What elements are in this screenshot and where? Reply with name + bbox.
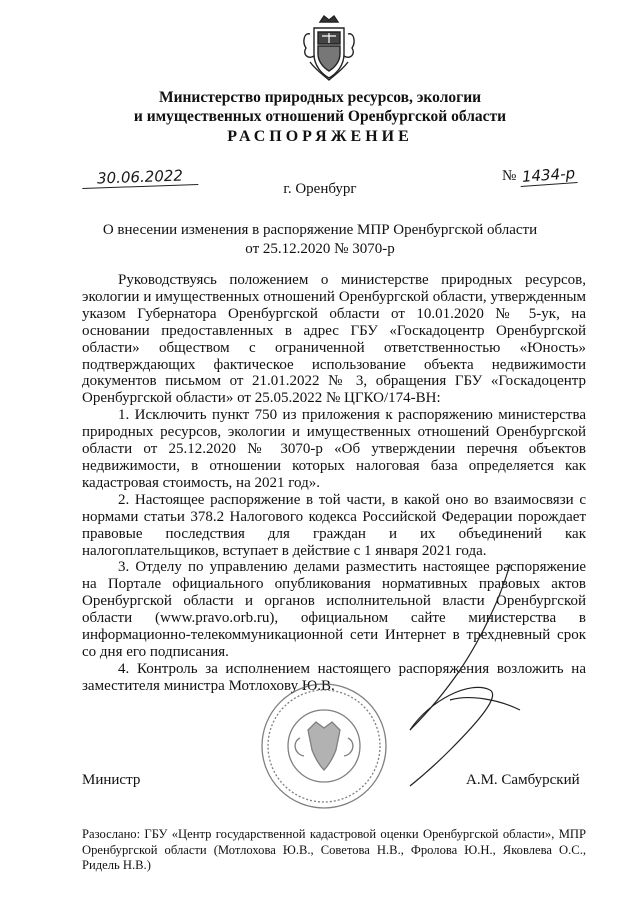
body-paragraph-1: 1. Исключить пункт 750 из приложения к распоряжению министерства природных ресурсов, экологии и имущественных отношений Оренбургской области от 25.12.2020 № 3070-р «Об утверждении перечня объектов недвижимости, в отношении которых налоговая база определяется как кадастровая стоимость, на 2021 год». bbox=[82, 407, 586, 491]
body-paragraph-2: 2. Настоящее распоряжение в той части, в какой оно во взаимосвязи с нормами статьи 378.2 Налогового кодекса Российской Федерации порождает правовые последствия для граждан и их объединений как налогоплательщиков, вступает в действие с 1 января 2021 года. bbox=[82, 491, 586, 559]
coat-of-arms-icon bbox=[300, 14, 358, 82]
document-subject bbox=[0, 221, 640, 259]
signatory-position: Министр bbox=[82, 772, 141, 788]
official-seal-icon bbox=[258, 680, 390, 812]
organization-name-line-2: и имущественных отношений Оренбургской области bbox=[133, 108, 507, 125]
document-date: 30.06.2022 bbox=[82, 166, 199, 189]
organization-name-line-1: Министерство природных ресурсов, экологии bbox=[158, 89, 482, 106]
signatory-name: А.М. Самбурский bbox=[466, 772, 580, 788]
body-paragraph-preamble: Руководствуясь положением о министерстве природных ресурсов, экологии и имущественных отношений Оренбургской области, утвержденным указом Губернатора Оренбургской области от 10.01.2020 № 5-ук, на основании предоставленных в адрес ГБУ «Госкадоцентр Оренбургской области» обществом с ограниченной ответственностью «Юность» подтверждающих фактическое использование объекта недвижимости документов письмом от 21.01.2022 № 3, обращения ГБУ «Госкадоцентр Оренбургской области» от 25.05.2022 № ЦГКО/174-ВН: bbox=[82, 272, 586, 407]
body-paragraph-4: 4. Контроль за исполнением настоящего распоряжения возложить на заместителя министра Мотлохову Ю.В. bbox=[82, 660, 586, 694]
body-paragraph-3: 3. Отделу по управлению делами разместить настоящее распоряжение на Портале официального опубликования нормативных правовых актов Оренбургской области и органов исполнительной власти Оренбургской области (www.pravo.orb.ru), официальном сайте министерства в информационно-телекоммуникационной сети Интернет в трехдневный срок со дня его подписания. bbox=[82, 559, 586, 660]
number-value: 1434-р bbox=[519, 164, 577, 187]
distribution-list: Разослано: ГБУ «Центр государственной кадастровой оценки Оренбургской области», МПР Оренбургской области (Мотлохова Ю.В., Советова Н.В., Фролова Ю.Н., Яковлева О.С., Ридель Н.В.) bbox=[82, 827, 586, 872]
city-line: г. Оренбург bbox=[283, 181, 357, 197]
subject-line-1: О внесении изменения в распоряжение МПР Оренбургской области bbox=[102, 222, 538, 238]
document-type-title: РАСПОРЯЖЕНИЕ bbox=[227, 128, 413, 145]
subject-line-2: от 25.12.2020 № 3070-р bbox=[245, 241, 395, 257]
number-prefix: № bbox=[502, 168, 517, 184]
document-body bbox=[82, 272, 586, 695]
